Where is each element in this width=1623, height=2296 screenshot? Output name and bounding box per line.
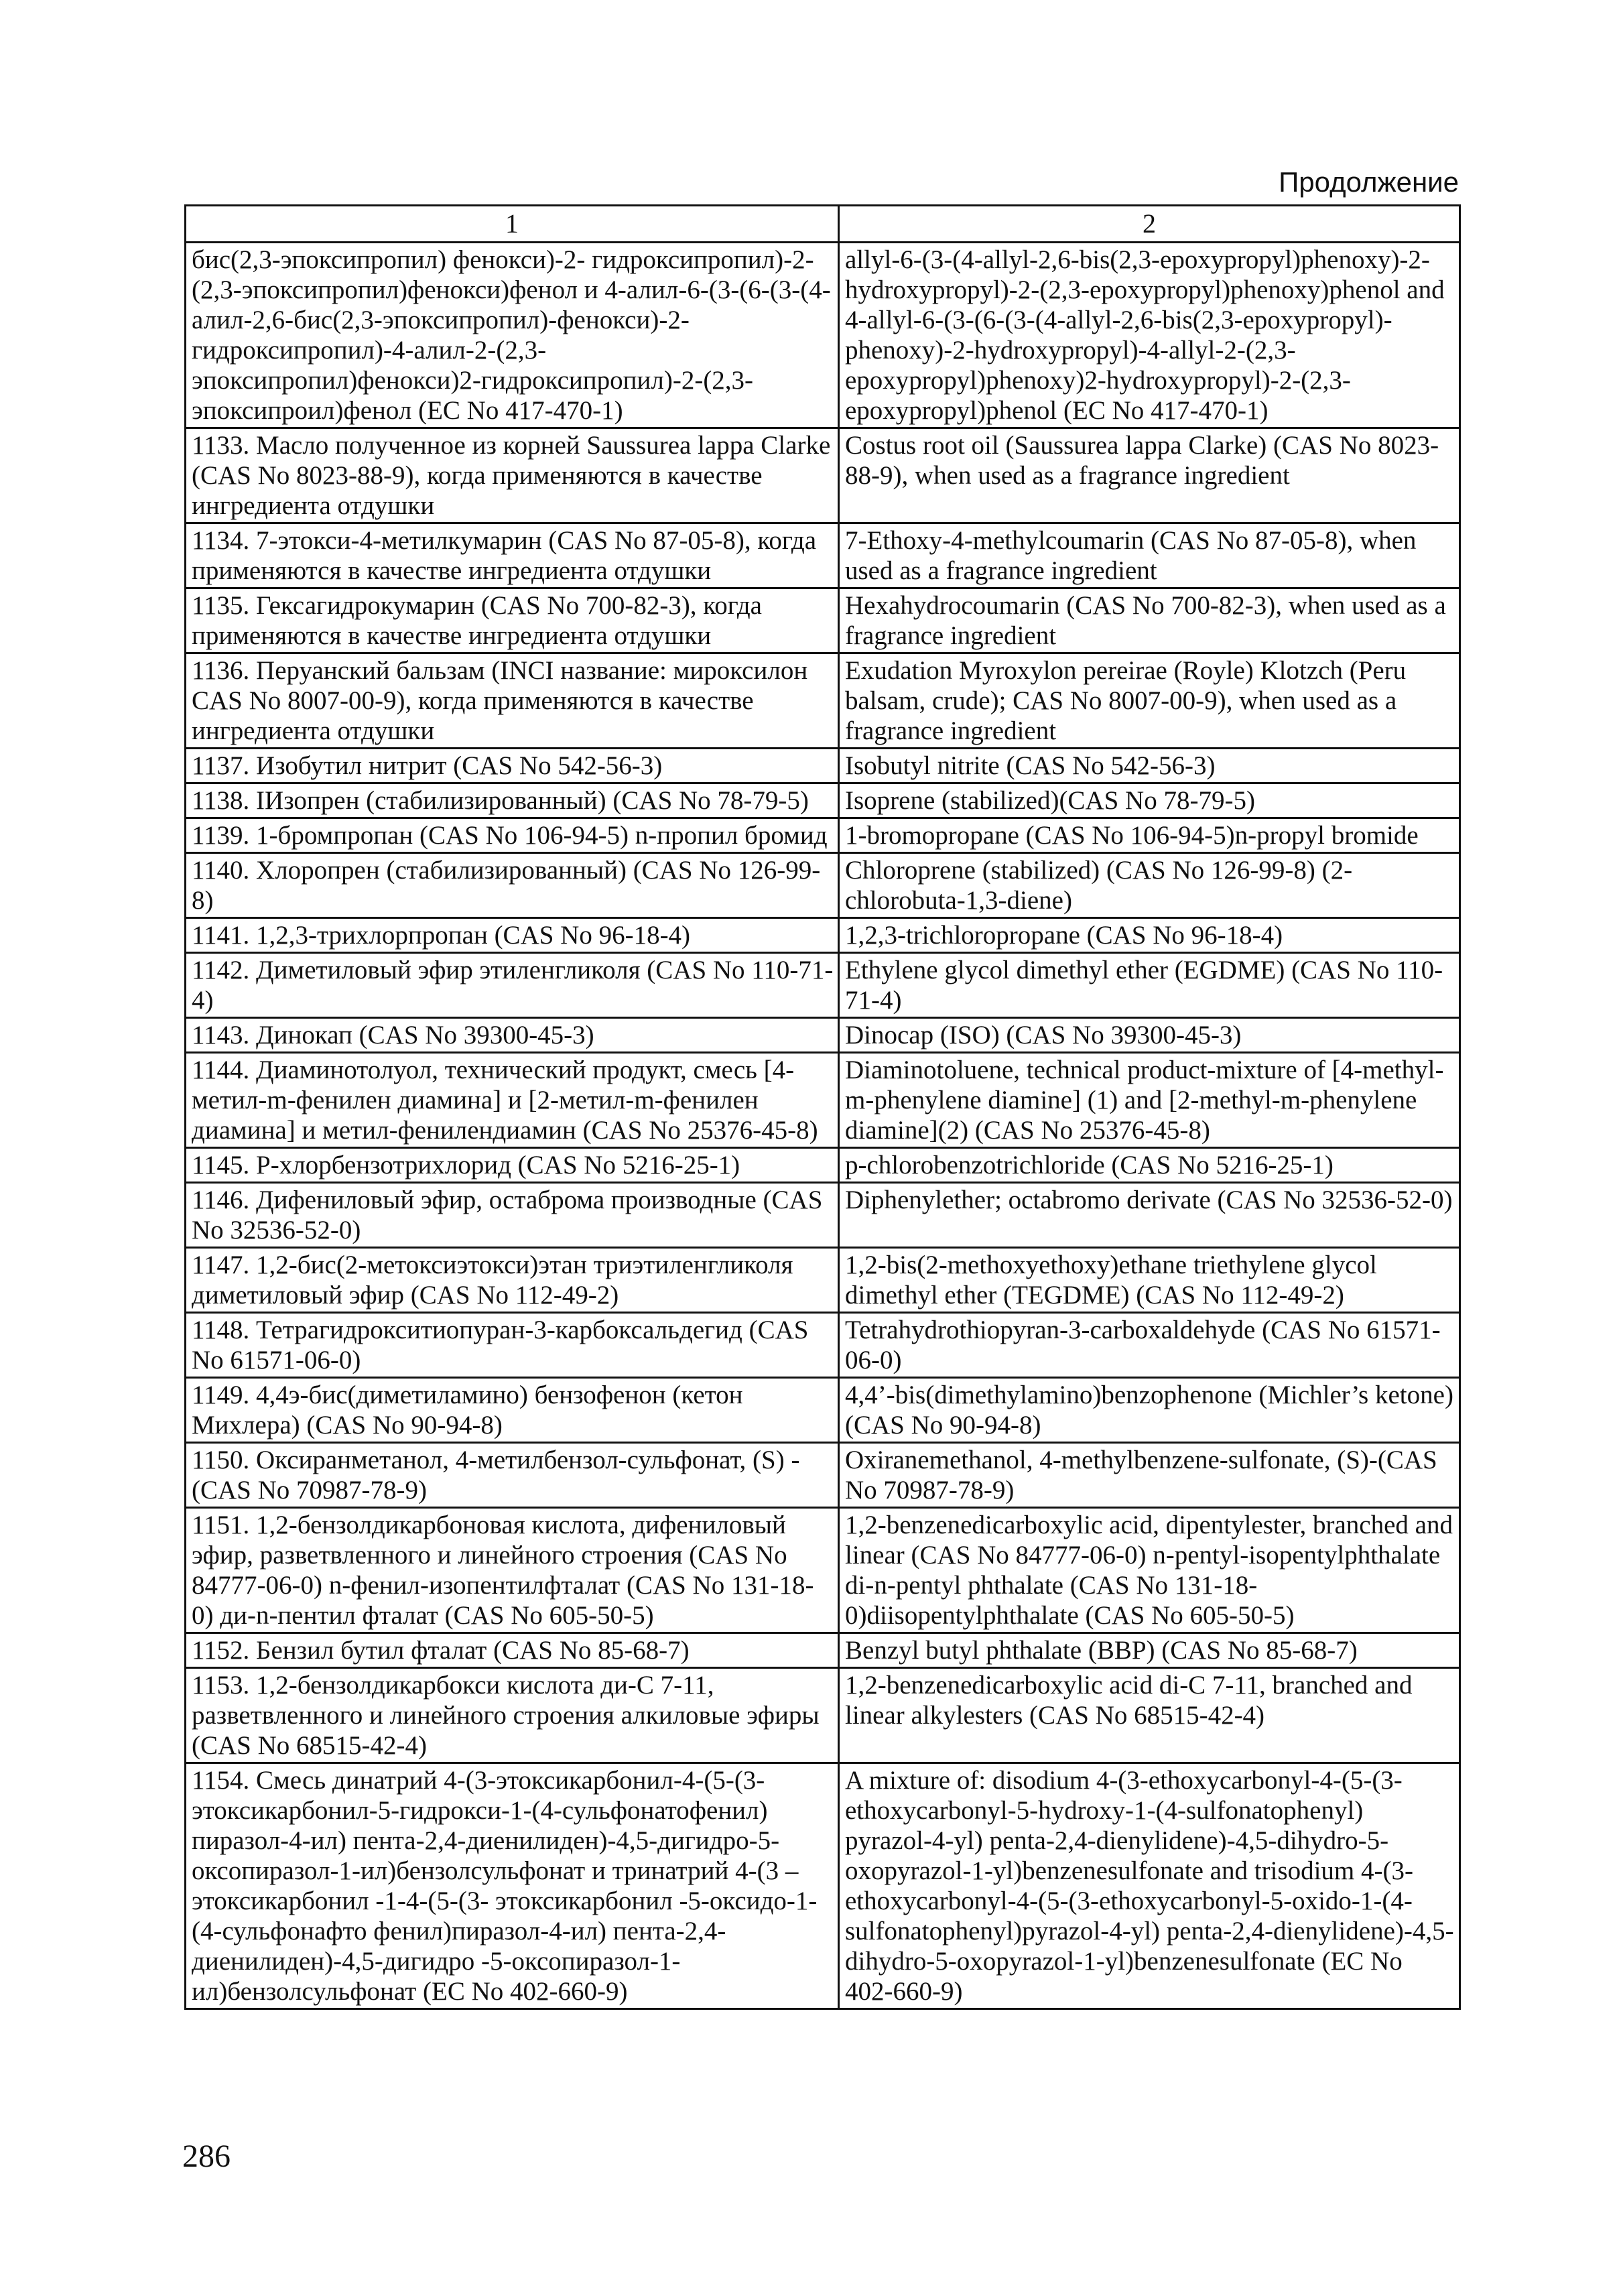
table-row [186, 818, 1460, 853]
english-entry-cell: Isoprene (stabilized)(CAS No 78-79-5) [839, 783, 1460, 818]
russian-entry-cell: 1153. 1,2-бензолдикарбокси кислота ди-С 7-11, разветвленного и линейного строения алкиловые эфиры (CAS No 68515-42-4) [186, 1668, 839, 1763]
english-entry-cell: 1,2-benzenedicarboxylic acid, dipentylester, branched and linear (CAS No 84777-06-0) n-pentyl-isopentylphthalate di-n-pentyl phthalate (CAS No 131-18-0)diisopentylphthalate (CAS No 605-50-5) [839, 1508, 1460, 1633]
russian-entry-cell: 1137. Изобутил нитрит (CAS No 542-56-3) [186, 749, 839, 783]
table-row [186, 1183, 1460, 1248]
table-row [186, 1763, 1460, 2009]
russian-entry-cell: 1134. 7-этокси-4-метилкумарин (CAS No 87-05-8), когда применяются в качестве ингредиента отдушки [186, 523, 839, 588]
table-row [186, 1018, 1460, 1053]
table-row [186, 588, 1460, 653]
russian-entry-cell: 1135. Гексагидрокумарин (CAS No 700-82-3), когда применяются в качестве ингредиента отдушки [186, 588, 839, 653]
table-row [186, 1378, 1460, 1443]
table-row [186, 1633, 1460, 1668]
table-row [186, 428, 1460, 523]
table-row [186, 749, 1460, 783]
russian-entry-cell: бис(2,3-эпоксипропил) фенокси)-2- гидроксипропил)-2-(2,3-эпоксипропил)фенокси)фенол и 4-алил-6-(3-(6-(3-(4-алил-2,6-бис(2,3-эпоксипропил)-фенокси)-2-гидроксипропил)-4-алил-2-(2,3-эпоксипропил)фенокси)2-гидроксипропил)-2-(2,3-эпоксипроил)фенол (EC No 417-470-1) [186, 243, 839, 428]
english-entry-cell: Diphenylether; octabromo derivate (CAS No 32536-52-0) [839, 1183, 1460, 1248]
continuation-label: Продолжение [1279, 166, 1459, 198]
table-row [186, 1668, 1460, 1763]
table-row [186, 1148, 1460, 1183]
english-entry-cell: Oxiranemethanol, 4-methylbenzene-sulfonate, (S)-(CAS No 70987-78-9) [839, 1443, 1460, 1508]
substances-table [184, 204, 1461, 2010]
english-entry-cell: 1,2-benzenedicarboxylic acid di-C 7-11, branched and linear alkylesters (CAS No 68515-42-4) [839, 1668, 1460, 1763]
table-body [186, 243, 1460, 2009]
table-row [186, 1248, 1460, 1313]
table-row [186, 1508, 1460, 1633]
column-header-1: 1 [186, 206, 839, 243]
table-row [186, 523, 1460, 588]
russian-entry-cell: 1148. Тетрагидрокситиопуран-3-карбоксальдегид (CAS No 61571-06-0) [186, 1313, 839, 1378]
table-row [186, 853, 1460, 918]
table-row [186, 783, 1460, 818]
english-entry-cell: A mixture of: disodium 4-(3-ethoxycarbonyl-4-(5-(3-ethoxycarbonyl-5-hydroxy-1-(4-sulfonatophenyl) pyrazol-4-yl) penta-2,4-dienylidene)-4,5-dihydro-5-oxopyrazol-1-yl)benzenesulfonate and trisodium 4-(3-ethoxycarbonyl-4-(5-(3-ethoxycarbonyl-5-oxido-1-(4-sulfonatophenyl)pyrazol-4-yl) penta-2,4-dienylidene)-4,5-dihydro-5-oxopyrazol-1-yl)benzenesulfonate (EC No 402-660-9) [839, 1763, 1460, 2009]
english-entry-cell: 1,2-bis(2-methoxyethoxy)ethane triethylene glycol dimethyl ether (TEGDME) (CAS No 112-49-2) [839, 1248, 1460, 1313]
russian-entry-cell: 1144. Диаминотолуол, технический продукт, смесь [4-метил-m-фенилен диамина] и [2-метил-m-фенилен диамина] и метил-фенилендиамин (CAS No 25376-45-8) [186, 1053, 839, 1148]
english-entry-cell: Exudation Myroxylon pereirae (Royle) Klotzch (Peru balsam, crude); CAS No 8007-00-9), when used as a fragrance ingredient [839, 653, 1460, 749]
russian-entry-cell: 1139. 1-бромпропан (CAS No 106-94-5) n-пропил бромид [186, 818, 839, 853]
table-row [186, 653, 1460, 749]
english-entry-cell: Diaminotoluene, technical product-mixture of [4-methyl-m-phenylene diamine] (1) and [2-methyl-m-phenylene diamine](2) (CAS No 25376-45-8) [839, 1053, 1460, 1148]
russian-entry-cell: 1151. 1,2-бензолдикарбоновая кислота, дифениловый эфир, разветвленного и линейного строения (CAS No 84777-06-0) n-фенил-изопентилфталат (CAS No 131-18-0) ди-n-пентил фталат (CAS No 605-50-5) [186, 1508, 839, 1633]
english-entry-cell: 1-bromopropane (CAS No 106-94-5)n-propyl bromide [839, 818, 1460, 853]
english-entry-cell: Ethylene glycol dimethyl ether (EGDME) (CAS No 110-71-4) [839, 953, 1460, 1018]
english-entry-cell: p-chlorobenzotrichloride (CAS No 5216-25-1) [839, 1148, 1460, 1183]
table-header-row [186, 206, 1460, 243]
table-row [186, 918, 1460, 953]
english-entry-cell: Dinocap (ISO) (CAS No 39300-45-3) [839, 1018, 1460, 1053]
table-row [186, 243, 1460, 428]
table-row [186, 1443, 1460, 1508]
russian-entry-cell: 1136. Перуанский бальзам (INCI название: мироксилон CAS No 8007-00-9), когда применяются в качестве ингредиента отдушки [186, 653, 839, 749]
russian-entry-cell: 1147. 1,2-бис(2-метоксиэтокси)этан триэтиленгликоля диметиловый эфир (CAS No 112-49-2) [186, 1248, 839, 1313]
russian-entry-cell: 1154. Смесь динатрий 4-(3-этоксикарбонил-4-(5-(3-этоксикарбонил-5-гидрокси-1-(4-сульфонатофенил) пиразол-4-ил) пента-2,4-диенилиден)-4,5-дигидро-5-оксопиразол-1-ил)бензолсульфонат и тринатрий 4-(3 –этоксикарбонил -1-4-(5-(3- этоксикарбонил -5-оксидо-1-(4-сульфонафто фенил)пиразол-4-ил) пента-2,4- диенилиден)-4,5-дигидро -5-оксопиразол-1-ил)бензолсульфонат (EC No 402-660-9) [186, 1763, 839, 2009]
russian-entry-cell: 1141. 1,2,3-трихлорпропан (CAS No 96-18-4) [186, 918, 839, 953]
english-entry-cell: allyl-6-(3-(4-allyl-2,6-bis(2,3-epoxypropyl)phenoxy)-2- hydroxypropyl)-2-(2,3-epoxypropyl)phenoxy)phenol and 4-allyl-6-(3-(6-(3-(4-allyl-2,6-bis(2,3-epoxypropyl)-phenoxy)-2-hydroxypropyl)-4-allyl-2-(2,3-epoxypropyl)phenoxy)2-hydroxypropyl)-2-(2,3-epoxypropyl)phenol (EC No 417-470-1) [839, 243, 1460, 428]
english-entry-cell: Benzyl butyl phthalate (BBP) (CAS No 85-68-7) [839, 1633, 1460, 1668]
table-row [186, 1053, 1460, 1148]
russian-entry-cell: 1146. Дифениловый эфир, остаброма производные (CAS No 32536-52-0) [186, 1183, 839, 1248]
russian-entry-cell: 1142. Диметиловый эфир этиленгликоля (CAS No 110-71-4) [186, 953, 839, 1018]
english-entry-cell: Costus root oil (Saussurea lappa Clarke) (CAS No 8023-88-9), when used as a fragrance ingredient [839, 428, 1460, 523]
english-entry-cell: Hexahydrocoumarin (CAS No 700-82-3), when used as a fragrance ingredient [839, 588, 1460, 653]
column-header-2: 2 [839, 206, 1460, 243]
english-entry-cell: 1,2,3-trichloropropane (CAS No 96-18-4) [839, 918, 1460, 953]
russian-entry-cell: 1150. Оксиранметанол, 4-метилбензол-сульфонат, (S) - (CAS No 70987-78-9) [186, 1443, 839, 1508]
table-row [186, 953, 1460, 1018]
english-entry-cell: 4,4’-bis(dimethylamino)benzophenone (Michler’s ketone) (CAS No 90-94-8) [839, 1378, 1460, 1443]
russian-entry-cell: 1140. Хлоропрен (стабилизированный) (CAS No 126-99-8) [186, 853, 839, 918]
russian-entry-cell: 1133. Масло полученное из корней Saussurea lappa Clarke (CAS No 8023-88-9), когда применяются в качестве ингредиента отдушки [186, 428, 839, 523]
russian-entry-cell: 1145. Р-хлорбензотрихлорид (CAS No 5216-25-1) [186, 1148, 839, 1183]
english-entry-cell: 7-Ethoxy-4-methylcoumarin (CAS No 87-05-8), when used as a fragrance ingredient [839, 523, 1460, 588]
page-number: 286 [182, 2139, 231, 2174]
table-row [186, 1313, 1460, 1378]
russian-entry-cell: 1143. Динокап (CAS No 39300-45-3) [186, 1018, 839, 1053]
english-entry-cell: Isobutyl nitrite (CAS No 542-56-3) [839, 749, 1460, 783]
english-entry-cell: Tetrahydrothiopyran-3-carboxaldehyde (CAS No 61571-06-0) [839, 1313, 1460, 1378]
english-entry-cell: Chloroprene (stabilized) (CAS No 126-99-8) (2-chlorobuta-1,3-diene) [839, 853, 1460, 918]
russian-entry-cell: 1149. 4,4э-бис(диметиламино) бензофенон (кетон Михлера) (CAS No 90-94-8) [186, 1378, 839, 1443]
russian-entry-cell: 1152. Бензил бутил фталат (CAS No 85-68-7) [186, 1633, 839, 1668]
russian-entry-cell: 1138. IИзопрен (стабилизированный) (CAS No 78-79-5) [186, 783, 839, 818]
